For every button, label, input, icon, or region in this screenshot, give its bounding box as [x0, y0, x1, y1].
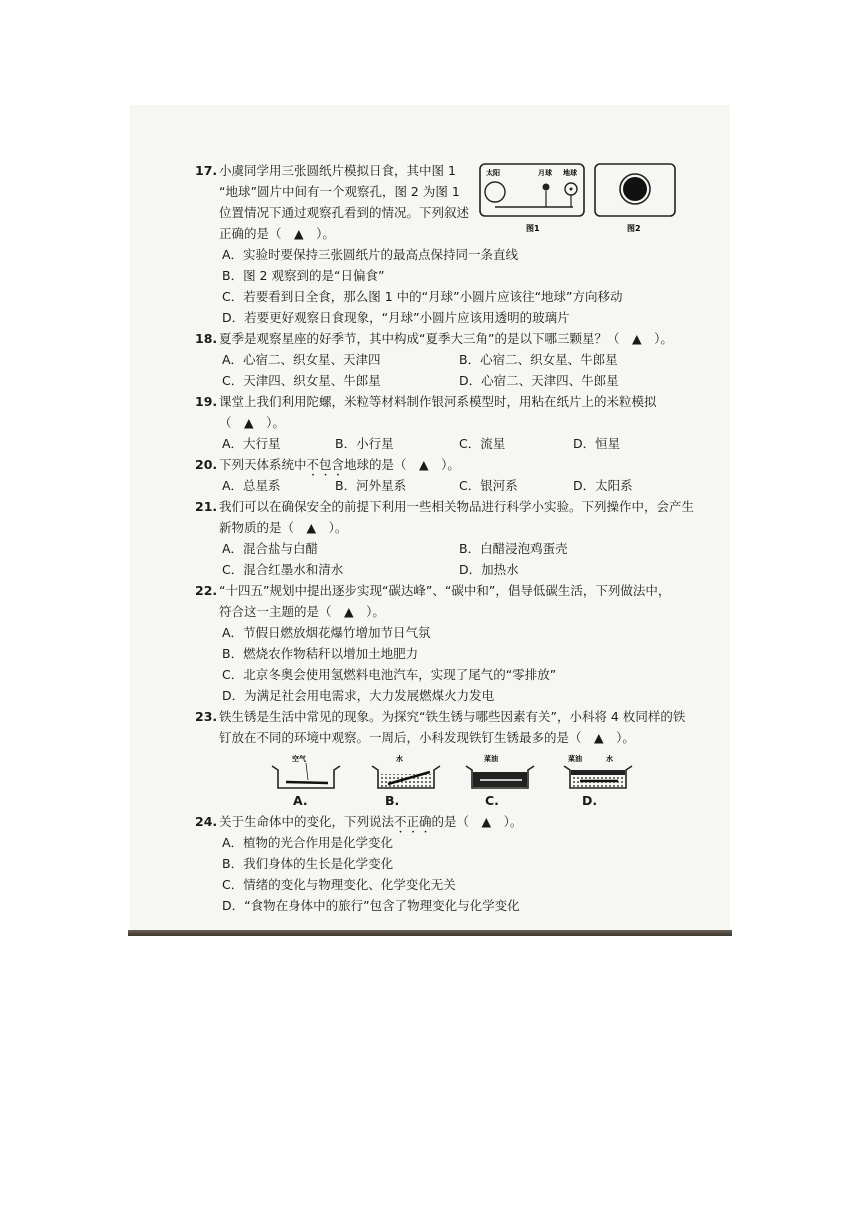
- option-a: A．大行星: [222, 436, 281, 451]
- svg-text:空气: 空气: [292, 755, 306, 763]
- svg-text:水: 水: [606, 755, 613, 763]
- option-a: A．总星系: [222, 478, 281, 493]
- option-c: C．天津四、织女星、牛郎星: [222, 373, 381, 388]
- question-number: 20.: [195, 457, 218, 472]
- question-text-line: 铁生锈是生活中常见的现象。为探究“铁生锈与哪些因素有关”，小科将 4 枚同样的铁: [219, 709, 686, 724]
- option-c: C．流星: [459, 436, 506, 451]
- moon-label: 月球: [538, 169, 552, 177]
- beaker-a-air: [268, 752, 348, 792]
- option-b: B．我们身体的生长是化学变化: [222, 856, 394, 871]
- svg-text:菜油: 菜油: [484, 755, 498, 763]
- svg-text:水: 水: [396, 755, 403, 763]
- option-b: B．河外星系: [335, 478, 407, 493]
- option-a: A．心宿二、织女星、天津四: [222, 352, 381, 367]
- option-a: A.: [293, 793, 308, 808]
- question-text-line: “地球”圆片中间有一个观察孔，图 2 为图 1: [219, 184, 460, 199]
- question-number: 19.: [195, 394, 218, 409]
- option-b: B．心宿二、织女星、牛郎星: [459, 352, 618, 367]
- page-bottom-edge: [128, 930, 732, 936]
- option-c: C．若要看到日全食，那么图 1 中的“月球”小圆片应该往“地球”方向移动: [222, 289, 623, 304]
- question-text-line: 钉放在不同的环境中观察。一周后，小科发现铁钉生锈最多的是（ ▲ ）。: [219, 730, 635, 745]
- option-c: C．混合红墨水和清水: [222, 562, 344, 577]
- option-b: B．白醋浸泡鸡蛋壳: [459, 541, 568, 556]
- question-text-line: 新物质的是（ ▲ ）。: [219, 520, 348, 535]
- question-text-line: 正确的是（ ▲ ）。: [219, 226, 335, 241]
- sun-label: 太阳: [486, 169, 500, 177]
- question-text-line: “十四五”规划中提出逐步实现“碳达峰”、“碳中和”，倡导低碳生活，下列做法中，: [219, 583, 671, 598]
- option-b: B．燃烧农作物秸秆以增加土地肥力: [222, 646, 419, 661]
- beaker-b-water: [368, 752, 448, 792]
- question-text-line: 我们可以在确保安全的前提下利用一些相关物品进行科学小实验。下列操作中，会产生: [219, 499, 695, 514]
- option-d: D．若要更好观察日食现象，“月球”小圆片应该用透明的玻璃片: [222, 310, 570, 325]
- beaker-d-oil-water: [560, 752, 640, 792]
- option-d: D．加热水: [459, 562, 519, 577]
- beaker-c-oil: [462, 752, 542, 792]
- figure-1-solar-eclipse-model: [478, 162, 586, 234]
- question-number: 21.: [195, 499, 218, 514]
- question-number: 24.: [195, 814, 218, 829]
- question-text-line: 位置情况下通过观察孔看到的情况。下列叙述: [219, 205, 470, 220]
- option-d: D．太阳系: [573, 478, 633, 493]
- figure-2-caption: 图2: [627, 224, 641, 233]
- option-c: C．情绪的变化与物理变化、化学变化无关: [222, 877, 456, 892]
- option-a: A．植物的光合作用是化学变化: [222, 835, 394, 850]
- option-a: A．混合盐与白醋: [222, 541, 319, 556]
- option-b: B．图 2 观察到的是“日偏食”: [222, 268, 385, 283]
- option-c: C．银河系: [459, 478, 518, 493]
- option-c: C．北京冬奥会使用氢燃料电池汽车，实现了尾气的“零排放”: [222, 667, 557, 682]
- svg-text:菜油: 菜油: [568, 755, 582, 763]
- figure-1-caption: 图1: [526, 224, 540, 233]
- question-text-line: 小虞同学用三张圆纸片模拟日食，其中图 1: [219, 163, 456, 178]
- option-c: C.: [485, 793, 499, 808]
- question-number: 18.: [195, 331, 218, 346]
- question-text-line: 课堂上我们利用陀螺，米粒等材料制作银河系模型时，用粘在纸片上的米粒模拟: [219, 394, 657, 409]
- option-d: D．“食物在身体中的旅行”包含了物理变化与化学变化: [222, 898, 520, 913]
- question-number: 17.: [195, 163, 218, 178]
- question-text: 夏季是观察星座的好季节，其中构成“夏季大三角”的是以下哪三颗星？（ ▲ ）。: [219, 331, 673, 346]
- option-a: A．实验时要保持三张圆纸片的最高点保持同一条直线: [222, 247, 519, 262]
- emphasis-text: 不正确: [394, 814, 432, 829]
- option-d: D.: [582, 793, 598, 808]
- option-b: B．小行星: [335, 436, 394, 451]
- option-d: D．恒星: [573, 436, 621, 451]
- question-number: 23.: [195, 709, 218, 724]
- option-d: D．心宿二、天津四、牛郎星: [459, 373, 619, 388]
- option-b: B.: [385, 793, 400, 808]
- option-a: A．节假日燃放烟花爆竹增加节日气氛: [222, 625, 431, 640]
- figure-2-observation-view: [593, 162, 678, 234]
- earth-label: 地球: [563, 169, 577, 177]
- option-d: D．为满足社会用电需求，大力发展燃煤火力发电: [222, 688, 495, 703]
- emphasis-text: 不包含: [306, 457, 345, 472]
- question-text-line: （ ▲ ）。: [219, 415, 285, 430]
- question-number: 22.: [195, 583, 218, 598]
- question-text-line: 符合这一主题的是（ ▲ ）。: [219, 604, 385, 619]
